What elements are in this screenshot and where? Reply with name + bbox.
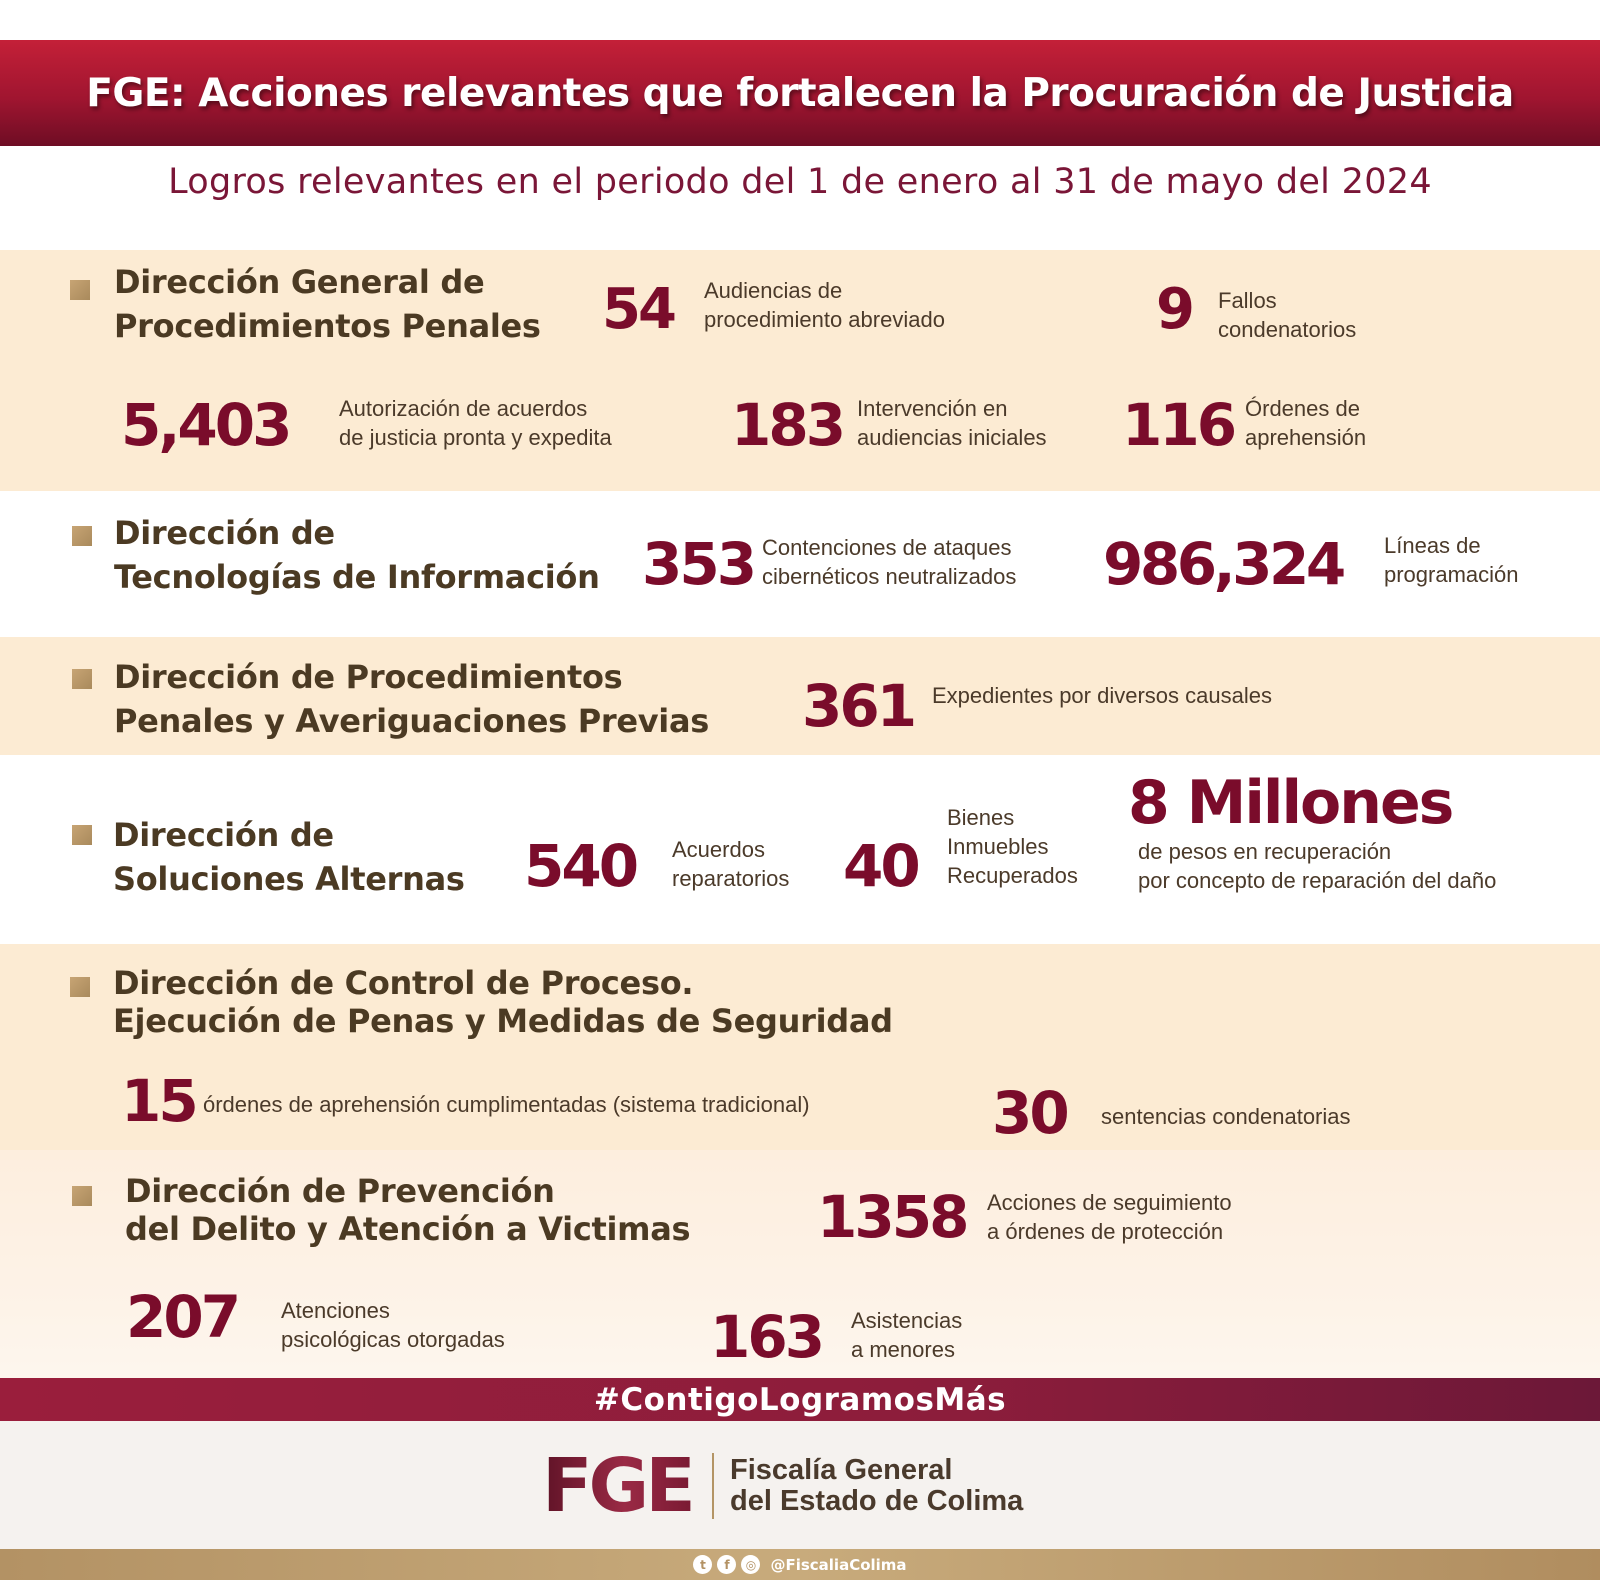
stat-label: Asistencias a menores bbox=[851, 1308, 963, 1362]
stat-label: de pesos en recuperación por concepto de reparación del daño bbox=[1138, 839, 1497, 893]
page-title: FGE: Acciones relevantes que fortalecen la Procuración de Justicia bbox=[86, 70, 1514, 116]
title-banner bbox=[0, 40, 1600, 146]
stat-label: Autorización de acuerdos de justicia pronta y expedita bbox=[339, 396, 612, 450]
facebook-icon[interactable]: f bbox=[717, 1555, 736, 1574]
stat-value: 163 bbox=[710, 1303, 823, 1371]
section-title: Dirección de Tecnologías de Información bbox=[114, 514, 600, 596]
stat-label: Acciones de seguimiento a órdenes de protección bbox=[987, 1190, 1232, 1244]
stat-value: 1358 bbox=[817, 1183, 967, 1251]
stat-label: órdenes de aprehensión cumplimentadas (sistema tradicional) bbox=[203, 1092, 810, 1117]
section-title: Dirección General de Procedimientos Penales bbox=[114, 263, 541, 345]
section-tecnologias-informacion bbox=[0, 491, 1600, 637]
social-bar bbox=[0, 1549, 1600, 1580]
section-title: Dirección de Control de Proceso. Ejecución de Penas y Medidas de Seguridad bbox=[113, 964, 893, 1040]
period-subtitle: Logros relevantes en el periodo del 1 de enero al 31 de mayo del 2024 bbox=[168, 162, 1432, 202]
stat-value: 361 bbox=[802, 672, 915, 740]
section-bullet-icon bbox=[72, 825, 92, 845]
stat-value: 15 bbox=[121, 1067, 196, 1135]
hashtag-text: #ContigoLogramosMás bbox=[593, 1381, 1007, 1418]
section-prevencion-delito bbox=[0, 1150, 1600, 1378]
section-title: Dirección de Prevención del Delito y Atención a Victimas bbox=[125, 1172, 691, 1248]
stat-value: 40 bbox=[843, 832, 918, 900]
section-control-proceso bbox=[0, 944, 1600, 1150]
stat-value: 5,403 bbox=[121, 391, 290, 459]
section-title: Dirección de Soluciones Alternas bbox=[113, 816, 465, 898]
stat-label: Fallos condenatorios bbox=[1218, 288, 1357, 342]
section-procedimientos-penales bbox=[0, 250, 1600, 491]
section-bullet-icon bbox=[72, 526, 92, 546]
section-bullet-icon bbox=[72, 1186, 92, 1206]
stat-label: Líneas de programación bbox=[1384, 533, 1519, 587]
stat-value: 9 bbox=[1156, 277, 1192, 342]
instagram-icon[interactable]: ◎ bbox=[741, 1555, 760, 1574]
stat-value: 986,324 bbox=[1103, 530, 1343, 598]
stat-label: Atenciones psicológicas otorgadas bbox=[281, 1298, 505, 1352]
section-bullet-icon bbox=[72, 669, 92, 689]
hashtag-banner bbox=[0, 1378, 1600, 1421]
organization-name: Fiscalía General del Estado de Colima bbox=[730, 1454, 1024, 1517]
stat-value: 116 bbox=[1122, 391, 1235, 459]
section-title: Dirección de Procedimientos Penales y Averiguaciones Previas bbox=[114, 658, 710, 740]
logo-divider bbox=[712, 1453, 714, 1519]
stat-label: Contenciones de ataques cibernéticos neutralizados bbox=[762, 535, 1017, 589]
fge-logo: FGE bbox=[542, 1443, 692, 1529]
stat-label: Órdenes de aprehensión bbox=[1245, 396, 1367, 450]
footer bbox=[0, 1421, 1600, 1549]
stat-label: Expedientes por diversos causales bbox=[932, 683, 1272, 708]
section-averiguaciones-previas bbox=[0, 637, 1600, 755]
section-bullet-icon bbox=[70, 977, 90, 997]
stat-label: Intervención en audiencias iniciales bbox=[857, 396, 1047, 450]
twitter-icon[interactable]: t bbox=[693, 1555, 712, 1574]
stat-label: Acuerdos reparatorios bbox=[672, 837, 790, 891]
stat-value: 30 bbox=[992, 1079, 1067, 1147]
stat-value: 353 bbox=[642, 530, 755, 598]
social-handle[interactable]: @FiscaliaColima bbox=[770, 1555, 907, 1574]
stat-value: 540 bbox=[524, 832, 637, 900]
stat-label: Bienes Inmuebles Recuperados bbox=[947, 805, 1078, 888]
section-soluciones-alternas bbox=[0, 755, 1600, 944]
stat-value: 8 Millones bbox=[1128, 768, 1453, 838]
section-bullet-icon bbox=[70, 280, 90, 300]
stat-label: sentencias condenatorias bbox=[1101, 1104, 1351, 1129]
stat-label: Audiencias de procedimiento abreviado bbox=[704, 278, 945, 332]
stat-value: 54 bbox=[602, 277, 674, 342]
stat-value: 207 bbox=[126, 1283, 239, 1351]
stat-value: 183 bbox=[731, 391, 844, 459]
